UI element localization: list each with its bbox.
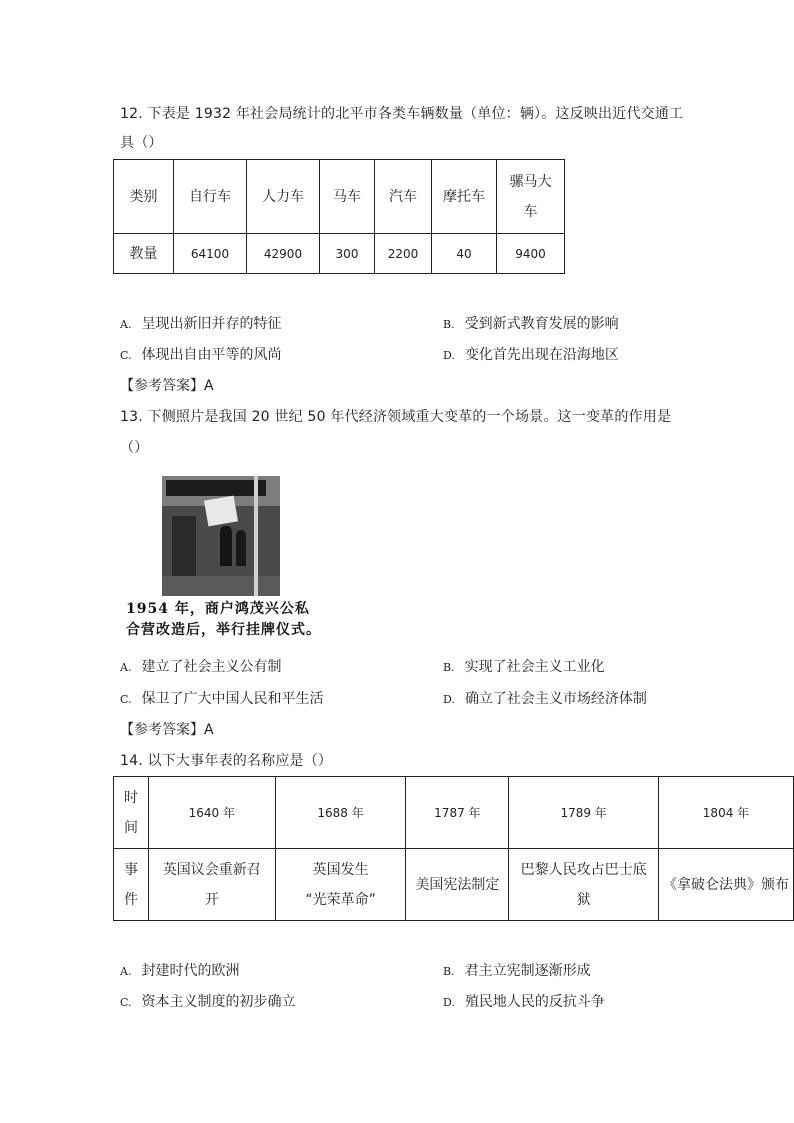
table-cell [148,849,275,921]
q13-option-d[interactable] [443,688,647,708]
event-line: 开 [204,891,219,908]
photo-caption-line2: 合营改造后，举行挂牌仪式。 [126,622,321,638]
label-line: 时 [123,789,138,806]
option-letter: B. [443,965,455,978]
label-line: 事 [123,861,138,878]
option-text: 殖民地人民的反抗斗争 [464,994,605,1010]
photo-plaque [204,496,238,527]
table-cell [658,849,793,921]
option-letter: A. [120,661,132,674]
table-cell: 1787 年 [406,777,509,849]
q13-stem-line1: 13. 下侧照片是我国 20 世纪 50 年代经济领域重大变革的一个场景。这一变革的作用是 [120,409,672,425]
q12-stem-line1: 12. 下表是 1932 年社会局统计的北平市各类车辆数量（单位：辆）。这反映出近代交通工 [120,106,684,122]
option-text: 资本主义制度的初步确立 [141,994,296,1010]
option-letter: D. [443,996,455,1009]
option-letter: A. [120,965,132,978]
table-cell [406,849,509,921]
option-letter: C. [120,693,132,706]
event-line: 英国发生 [312,861,369,878]
table-cell: 2200 [375,234,432,274]
event-line: 巴黎人民攻占巴士底 [520,861,647,878]
label-line: 间 [123,819,138,836]
option-text: 封建时代的欧洲 [141,963,240,979]
event-line: 狱 [576,891,591,908]
header-line: 车 [523,203,538,220]
photo-ground [162,576,280,596]
photo-shop-sign [166,480,266,496]
photo-person [220,526,232,566]
q13-option-a[interactable] [120,656,281,676]
event-line: “光荣革命” [305,891,376,908]
table-cell: 42900 [247,234,320,274]
option-letter: D. [443,349,455,362]
option-letter: A. [120,318,132,331]
q13-answer: 【参考答案】A [120,722,214,738]
option-text: 确立了社会主义市场经济体制 [464,691,647,707]
table-cell [509,849,659,921]
table-cell: 1688 年 [275,777,406,849]
q12-option-b[interactable] [443,313,619,333]
table-cell: 1804 年 [658,777,793,849]
table-header-cell: 人力车 [247,160,320,234]
table-header-cell: 马车 [320,160,375,234]
option-text: 实现了社会主义工业化 [464,659,605,675]
option-letter: D. [443,693,455,706]
historical-photo [162,476,280,596]
table-row-label [114,777,149,849]
q12-option-d[interactable] [443,344,619,364]
event-line: 英国议会重新召 [162,861,261,878]
table-cell: 64100 [174,234,247,274]
option-text: 建立了社会主义公有制 [141,659,282,675]
table-header-cell: 自行车 [174,160,247,234]
table-cell: 1789 年 [509,777,659,849]
table-row-label: 教量 [114,234,174,274]
table-cell: 9400 [497,234,565,274]
q12-vehicle-table [113,159,565,274]
q14-option-b[interactable] [443,960,591,980]
table-cell: 300 [320,234,375,274]
option-text: 变化首先出现在沿海地区 [464,347,619,363]
photo-pole [254,476,258,596]
header-line: 骡马大 [509,173,552,190]
event-line: 美国宪法制定 [415,876,500,893]
q14-stem-line1: 14. 以下大事年表的名称应是（） [120,753,333,769]
table-row-label [114,849,149,921]
option-text: 受到新式教育发展的影响 [464,316,619,332]
q13-stem-line2: （） [120,440,149,456]
table-header-cell: 类别 [114,160,174,234]
q12-stem-line2: 具（） [120,135,163,151]
table-header-cell: 摩托车 [432,160,497,234]
q13-option-b[interactable] [443,656,605,676]
event-line: 《拿破仑法典》颁布 [662,876,789,893]
option-letter: B. [443,318,455,331]
q12-answer: 【参考答案】A [120,378,214,394]
option-letter: B. [443,661,455,674]
option-text: 保卫了广大中国人民和平生活 [141,691,324,707]
q14-timeline-table [113,776,794,921]
option-text: 君主立宪制逐渐形成 [464,963,591,979]
table-cell [275,849,406,921]
option-text: 呈现出新旧并存的特征 [141,316,282,332]
q14-option-c[interactable] [120,991,296,1011]
q14-option-a[interactable] [120,960,239,980]
q12-option-a[interactable] [120,313,281,333]
option-text: 体现出自由平等的风尚 [141,347,282,363]
table-cell: 40 [432,234,497,274]
table-header-cell: 汽车 [375,160,432,234]
q14-option-d[interactable] [443,991,605,1011]
photo-caption-line1: 1954 年，商户鸿茂兴公私 [126,601,310,617]
q12-option-c[interactable] [120,344,282,364]
photo-person [236,530,246,566]
label-line: 件 [123,891,138,908]
table-header-cell [497,160,565,234]
option-letter: C. [120,349,132,362]
table-cell: 1640 年 [148,777,275,849]
option-letter: C. [120,996,132,1009]
q13-option-c[interactable] [120,688,324,708]
